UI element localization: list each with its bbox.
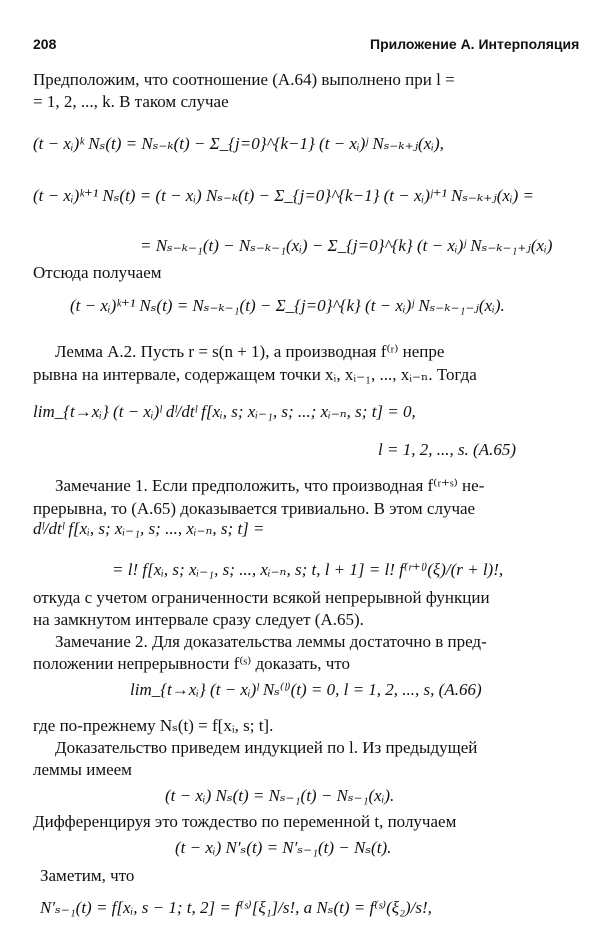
formula-line: (t − xᵢ)ᵏ⁺¹ Nₛ(t) = Nₛ₋ₖ₋₁(t) − Σ_{j=0}^{k} (t − xᵢ)ʲ Nₛ₋ₖ₋₁₋ⱼ(xᵢ). [70, 296, 505, 315]
formula-line: (t − xᵢ) Nₛ(t) = Nₛ₋₁(t) − Nₛ₋₁(xᵢ). [165, 786, 395, 805]
text-line: Замечание 1. Если предположить, что производная f⁽ʳ⁺ˢ⁾ не- [55, 476, 485, 495]
formula-line: N′ₛ₋₁(t) = f[xᵢ, s − 1; t, 2] = f⁽ˢ⁾[ξ₁]/s!, а Nₛ(t) = f⁽ˢ⁾(ξ₂)/s!, [40, 898, 432, 917]
text-line: Предположим, что соотношение (А.64) выполнено при l = [33, 70, 455, 89]
formula-line: = l! f[xᵢ, s; xᵢ₋₁, s; ..., xᵢ₋ₙ, s; t, l + 1] = l! f⁽ʳ⁺ˡ⁾(ξ)/(r + l)!, [112, 560, 504, 579]
text-line: рывна на интервале, содержащем точки xᵢ, xᵢ₋₁, ..., xᵢ₋ₙ. Тогда [33, 365, 477, 384]
text-line: на замкнутом интервале сразу следует (А.65). [33, 610, 364, 629]
formula-line: lim_{t→xᵢ} (t − xᵢ)ˡ dˡ/dtˡ f[xᵢ, s; xᵢ₋₁, s; ...; xᵢ₋ₙ, s; t] = 0, [33, 402, 416, 421]
text-line: = 1, 2, ..., k. В таком случае [33, 92, 229, 111]
formula-line: (t − xᵢ)ᵏ Nₛ(t) = Nₛ₋ₖ(t) − Σ_{j=0}^{k−1} (t − xᵢ)ʲ Nₛ₋ₖ₊ⱼ(xᵢ), [33, 134, 444, 153]
text-line: Отсюда получаем [33, 263, 162, 282]
formula-line: = Nₛ₋ₖ₋₁(t) − Nₛ₋ₖ₋₁(xᵢ) − Σ_{j=0}^{k} (t − xᵢ)ʲ Nₛ₋ₖ₋₁₊ⱼ(xᵢ) [140, 236, 553, 255]
formula-line: l = 1, 2, ..., s. (А.65) [378, 440, 517, 459]
text-line: прерывна, то (А.65) доказывается тривиально. В этом случае [33, 499, 476, 518]
text-line: Замечание 2. Для доказательства леммы достаточно в пред- [55, 632, 487, 651]
text-line: леммы имеем [33, 760, 132, 779]
text-line: откуда с учетом ограниченности всякой непрерывной функции [33, 588, 490, 607]
formula-line: dˡ/dtˡ f[xᵢ, s; xᵢ₋₁, s; ..., xᵢ₋ₙ, s; t] = [33, 519, 265, 538]
formula-line: (t − xᵢ)ᵏ⁺¹ Nₛ(t) = (t − xᵢ) Nₛ₋ₖ(t) − Σ_{j=0}^{k−1} (t − xᵢ)ʲ⁺¹ Nₛ₋ₖ₊ⱼ(xᵢ) = [33, 186, 534, 205]
formula-line: lim_{t→xᵢ} (t − xᵢ)ˡ Nₛ⁽ˡ⁾(t) = 0, l = 1, 2, ..., s, (А.66) [130, 680, 482, 699]
lemma-line: Лемма А.2. Пусть r = s(n + 1), а производная f⁽ʳ⁾ непре [55, 342, 445, 361]
text-line: где по-прежнему Nₛ(t) = f[xᵢ, s; t]. [33, 716, 274, 735]
text-line: Дифференцируя это тождество по переменной t, получаем [33, 812, 457, 831]
formula-line: (t − xᵢ) N′ₛ(t) = N′ₛ₋₁(t) − Nₛ(t). [175, 838, 392, 857]
page-number: 208 [33, 36, 57, 52]
running-title: Приложение А. Интерполяция [370, 36, 580, 52]
text-line: Заметим, что [40, 866, 135, 885]
text-line: Доказательство приведем индукцией по l. Из предыдущей [55, 738, 478, 757]
text-line: положении непрерывности f⁽ˢ⁾ доказать, что [33, 654, 350, 673]
